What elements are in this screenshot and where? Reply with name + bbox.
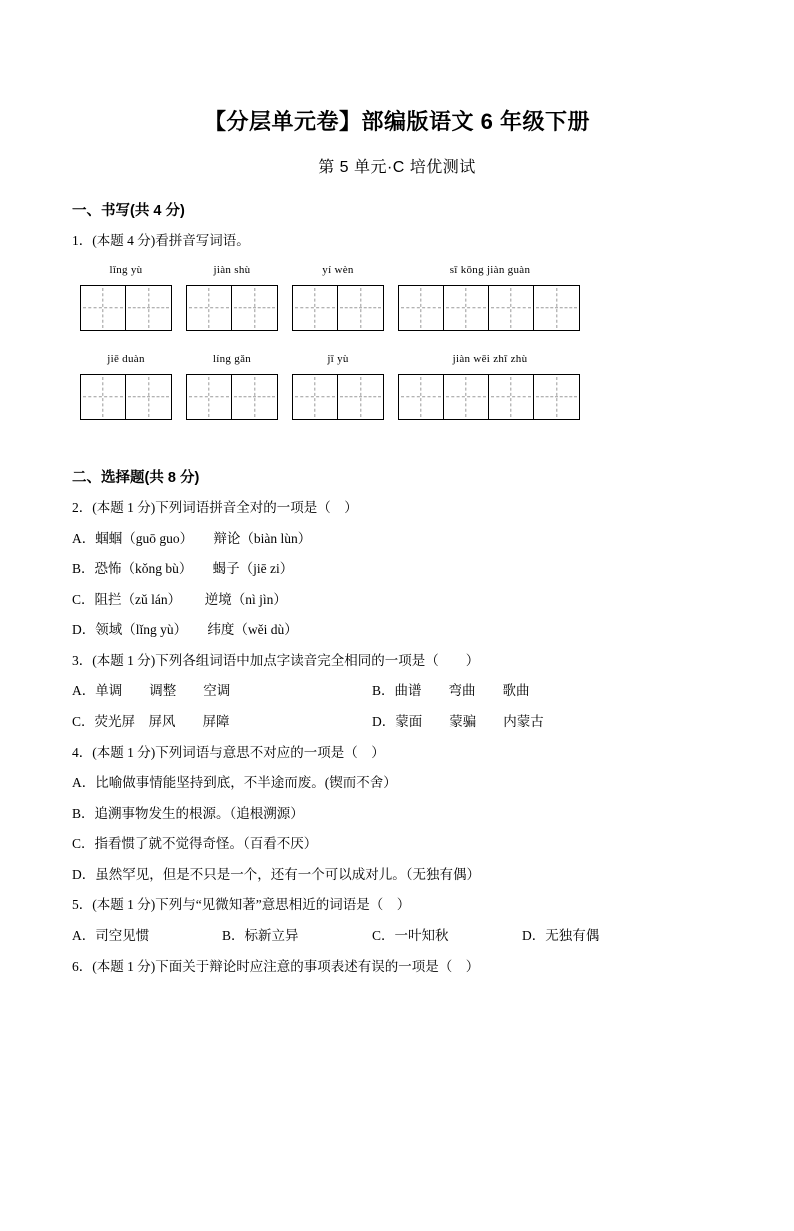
pinyin-label: jiàn wēi zhī zhù: [452, 353, 528, 366]
tianzige-cell[interactable]: [232, 375, 277, 419]
option-4-b[interactable]: B．追溯事物发生的根源。（追根溯源）: [72, 805, 304, 821]
tianzige-cell[interactable]: [444, 375, 489, 419]
tianzige-cell[interactable]: [81, 375, 126, 419]
tianzige-cell[interactable]: [338, 375, 383, 419]
pinyin-writing-block: [72, 264, 722, 420]
grid-row-2: [72, 374, 722, 420]
tianzige-group[interactable]: [292, 374, 384, 420]
tianzige-cell[interactable]: [126, 286, 171, 330]
section-heading-writing: 一、书写(共 4 分): [72, 202, 185, 219]
question-stem-2: 2．(本题 1 分)下列词语拼音全对的一项是（ ）: [72, 500, 358, 516]
tianzige-cell[interactable]: [534, 375, 579, 419]
pinyin-label: jiē duàn: [107, 353, 145, 366]
pinyin-row-1: [72, 264, 722, 282]
tianzige-cell[interactable]: [187, 286, 232, 330]
question-stem-3: 3．(本题 1 分)下列各组词语中加点字读音完全相同的一项是（ ）: [72, 652, 480, 668]
tianzige-group[interactable]: [292, 285, 384, 331]
tianzige-cell[interactable]: [126, 375, 171, 419]
page-subtitle: 第 5 单元·C 培优测试: [318, 158, 476, 176]
tianzige-cell[interactable]: [293, 286, 338, 330]
exam-page: [0, 108, 794, 1231]
option-row-5: [72, 926, 722, 946]
tianzige-cell[interactable]: [489, 375, 534, 419]
question-stem-6: 6．(本题 1 分)下面关于辩论时应注意的事项表述有误的一项是（ ）: [72, 958, 480, 974]
option-3-b[interactable]: B．曲谱 弯曲 歌曲: [372, 683, 530, 699]
option-5-a[interactable]: A．司空见惯: [72, 927, 150, 943]
page-title: 【分层单元卷】部编版语文 6 年级下册: [204, 109, 590, 134]
tianzige-group[interactable]: [186, 374, 278, 420]
option-row-3-1: [72, 681, 722, 701]
option-4-d[interactable]: D．虽然罕见，但是不只是一个，还有一个可以成对儿。（无独有偶）: [72, 866, 480, 882]
tianzige-cell[interactable]: [444, 286, 489, 330]
tianzige-group[interactable]: [80, 285, 172, 331]
tianzige-cell[interactable]: [293, 375, 338, 419]
tianzige-group[interactable]: [80, 374, 172, 420]
tianzige-group[interactable]: [186, 285, 278, 331]
grid-row-1: [72, 285, 722, 331]
tianzige-cell[interactable]: [232, 286, 277, 330]
tianzige-cell[interactable]: [338, 286, 383, 330]
tianzige-cell[interactable]: [81, 286, 126, 330]
option-5-b[interactable]: B．标新立异: [222, 927, 299, 943]
pinyin-label: líng gǎn: [212, 353, 252, 366]
question-stem-1: 1．(本题 4 分)看拼音写词语。: [72, 232, 250, 248]
pinyin-label: jiàn shù: [213, 264, 251, 277]
option-row-3-2: [72, 712, 722, 732]
tianzige-group[interactable]: [398, 374, 580, 420]
option-2-a[interactable]: A．蝈蝈（guō guo） 辩论（biàn lùn）: [72, 530, 312, 546]
option-3-a[interactable]: A．单调 调整 空调: [72, 683, 231, 699]
option-4-c[interactable]: C．指看惯了就不觉得奇怪。（百看不厌）: [72, 836, 318, 852]
pinyin-label: lǐng yù: [109, 264, 143, 277]
pinyin-label: jī yù: [327, 353, 349, 366]
option-2-c[interactable]: C．阻拦（zǔ lán） 逆境（nì jìn）: [72, 591, 287, 607]
section-heading-multiple-choice: 二、选择题(共 8 分): [72, 470, 200, 487]
tianzige-cell[interactable]: [187, 375, 232, 419]
option-3-d[interactable]: D．蒙面 蒙骗 内蒙古: [372, 714, 544, 729]
question-stem-5: 5．(本题 1 分)下列与“见微知著”意思相近的词语是（ ）: [72, 897, 411, 913]
pinyin-row-2: [72, 353, 722, 371]
option-4-a[interactable]: A．比喻做事情能坚持到底，不半途而废。(锲而不舍）: [72, 775, 397, 791]
pinyin-label: yí wèn: [322, 264, 354, 277]
option-3-c[interactable]: C．荧光屏 屏风 屏障: [72, 714, 230, 729]
tianzige-cell[interactable]: [489, 286, 534, 330]
option-5-d[interactable]: D．无独有偶: [522, 927, 600, 943]
option-2-d[interactable]: D．领域（lǐng yù） 纬度（wěi dù）: [72, 622, 298, 638]
option-2-b[interactable]: B．恐怖（kǒng bù） 蝎子（jiē zi）: [72, 561, 294, 577]
tianzige-cell[interactable]: [399, 286, 444, 330]
tianzige-cell[interactable]: [399, 375, 444, 419]
pinyin-label: sī kōng jiàn guàn: [449, 264, 531, 277]
question-stem-4: 4．(本题 1 分)下列词语与意思不对应的一项是（ ）: [72, 744, 385, 760]
tianzige-cell[interactable]: [534, 286, 579, 330]
tianzige-group[interactable]: [398, 285, 580, 331]
option-5-c[interactable]: C．一叶知秋: [372, 927, 449, 943]
